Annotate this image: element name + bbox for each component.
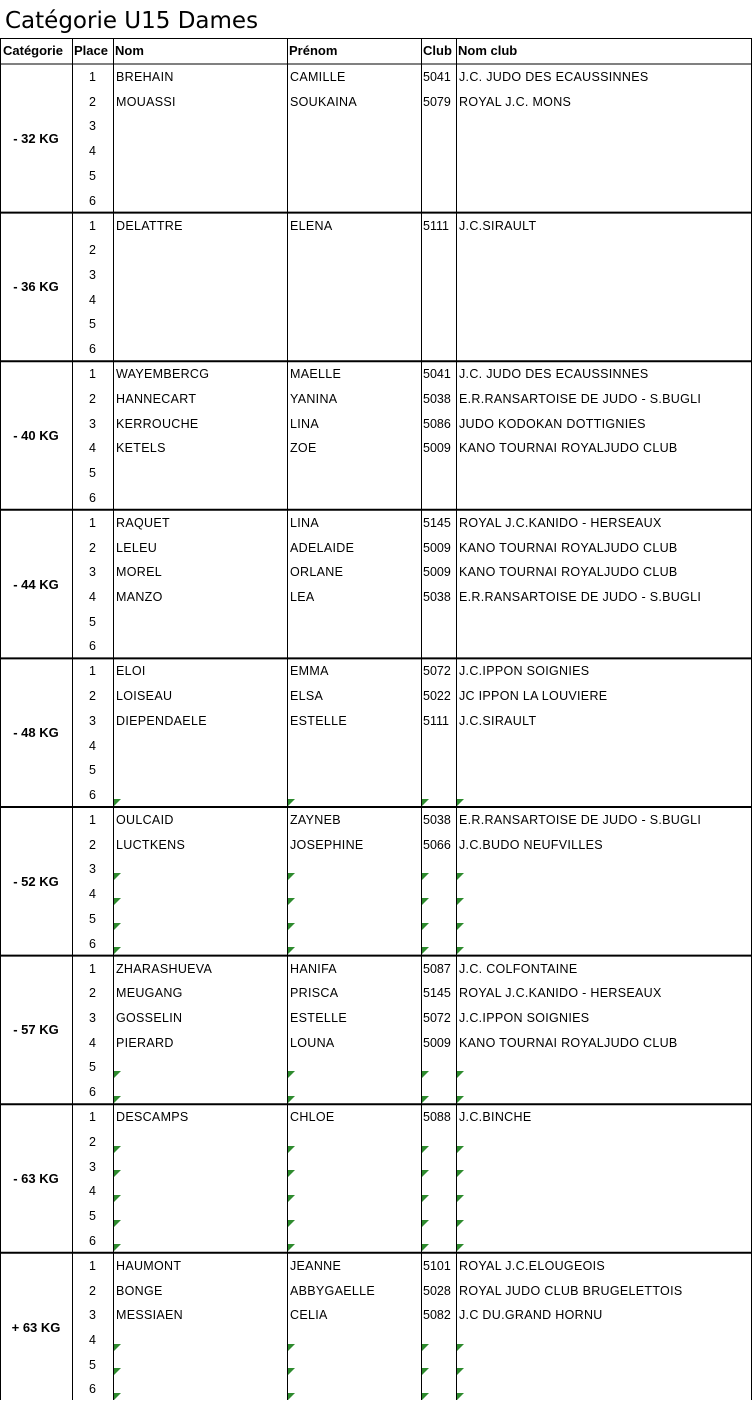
place-number: 1: [89, 813, 96, 827]
place-number: 5: [89, 317, 96, 332]
comment-marker-icon: [114, 1170, 121, 1177]
place-number: 1: [89, 515, 96, 530]
comment-marker-icon: [422, 1146, 429, 1153]
athlete-firstname: CELIA: [290, 1308, 328, 1323]
athlete-firstname: ZOE: [290, 441, 317, 456]
category-label: - 63 KG: [13, 1170, 59, 1186]
club-number: 5041: [423, 367, 451, 382]
athlete-surname: MEUGANG: [116, 986, 183, 1001]
comment-marker-icon: [288, 898, 295, 905]
place-number: 4: [89, 887, 96, 902]
comment-marker-icon: [114, 923, 121, 930]
club-name: ROYAL JUDO CLUB BRUGELETTOIS: [459, 1283, 683, 1298]
place-number: 1: [89, 961, 96, 976]
comment-marker-icon: [288, 947, 295, 954]
club-name: J.C.IPPON SOIGNIES: [459, 1011, 590, 1025]
athlete-surname: MOUASSI: [116, 94, 176, 109]
comment-marker-icon: [114, 1096, 121, 1103]
place-number: 3: [89, 119, 96, 134]
club-number: 5066: [423, 837, 451, 852]
comment-marker-icon: [422, 1220, 429, 1227]
header-nom: Nom: [115, 43, 144, 58]
category-label: - 44 KG: [13, 576, 59, 592]
place-number: 4: [89, 144, 96, 159]
place-number: 4: [89, 441, 96, 456]
place-number: 4: [89, 738, 96, 753]
comment-marker-icon: [288, 1146, 295, 1153]
club-number: 5009: [423, 441, 451, 456]
place-number: 6: [89, 936, 96, 951]
athlete-surname: MOREL: [116, 565, 162, 580]
comment-marker-icon: [288, 873, 295, 880]
header-categorie: Catégorie: [3, 43, 63, 58]
athlete-firstname: CAMILLE: [290, 70, 346, 84]
comment-marker-icon: [114, 1220, 121, 1227]
place-number: 1: [89, 367, 96, 382]
place-number: 4: [89, 1035, 96, 1050]
place-number: 5: [89, 1357, 96, 1372]
athlete-firstname: PRISCA: [290, 986, 339, 1001]
comment-marker-icon: [114, 1368, 121, 1375]
place-number: 2: [89, 243, 96, 258]
comment-marker-icon: [457, 1096, 464, 1103]
athlete-surname: LOISEAU: [116, 689, 173, 704]
athlete-surname: ELOI: [116, 664, 146, 679]
comment-marker-icon: [457, 1195, 464, 1202]
comment-marker-icon: [114, 898, 121, 905]
place-number: 2: [89, 837, 96, 852]
place-number: 6: [89, 639, 96, 654]
place-number: 2: [89, 94, 96, 109]
comment-marker-icon: [457, 1146, 464, 1153]
header-club: Club: [423, 43, 452, 58]
comment-marker-icon: [422, 947, 429, 954]
comment-marker-icon: [422, 1244, 429, 1251]
club-number: 5072: [423, 664, 451, 679]
comment-marker-icon: [422, 1170, 429, 1177]
athlete-surname: RAQUET: [116, 515, 170, 530]
club-number: 5038: [423, 391, 451, 406]
club-number: 5079: [423, 94, 451, 109]
comment-marker-icon: [457, 1393, 464, 1400]
place-number: 4: [89, 292, 96, 307]
comment-marker-icon: [288, 1195, 295, 1202]
club-number: 5041: [423, 70, 451, 84]
athlete-surname: BREHAIN: [116, 70, 174, 84]
athlete-firstname: JOSEPHINE: [290, 837, 364, 852]
category-label: - 52 KG: [13, 873, 59, 889]
club-name: J.C.SIRAULT: [459, 713, 537, 728]
place-number: 1: [89, 1110, 96, 1125]
athlete-firstname: ELENA: [290, 218, 333, 233]
comment-marker-icon: [422, 1096, 429, 1103]
club-number: 5022: [423, 689, 451, 704]
comment-marker-icon: [288, 1244, 295, 1251]
athlete-surname: MANZO: [116, 589, 163, 604]
place-number: 5: [89, 614, 96, 629]
comment-marker-icon: [114, 799, 121, 806]
comment-marker-icon: [288, 1393, 295, 1400]
place-number: 2: [89, 1283, 96, 1298]
place-number: 5: [89, 1060, 96, 1075]
club-name: E.R.RANSARTOISE DE JUDO - S.BUGLI: [459, 813, 702, 827]
place-number: 5: [89, 1209, 96, 1223]
comment-marker-icon: [114, 1344, 121, 1351]
club-number: 5009: [423, 565, 451, 580]
comment-marker-icon: [457, 1220, 464, 1227]
club-number: 5087: [423, 961, 451, 976]
place-number: 2: [89, 689, 96, 704]
place-number: 5: [89, 466, 96, 480]
club-name: ROYAL J.C. MONS: [459, 94, 572, 109]
place-number: 6: [89, 787, 96, 802]
category-label: - 40 KG: [13, 427, 59, 443]
comment-marker-icon: [422, 1195, 429, 1202]
comment-marker-icon: [457, 898, 464, 905]
place-number: 6: [89, 1085, 96, 1100]
club-number: 5072: [423, 1011, 451, 1025]
place-number: 3: [89, 1159, 96, 1174]
club-number: 5086: [423, 416, 451, 431]
club-number: 5111: [423, 713, 449, 728]
club-number: 5009: [423, 1035, 451, 1050]
club-number: 5111: [423, 218, 449, 233]
place-number: 6: [89, 490, 96, 505]
athlete-firstname: LOUNA: [290, 1035, 335, 1050]
club-name: JC IPPON LA LOUVIERE: [459, 689, 608, 704]
club-name: J.C. JUDO DES ECAUSSINNES: [459, 367, 649, 382]
place-number: 3: [89, 416, 96, 431]
club-name: KANO TOURNAI ROYALJUDO CLUB: [459, 540, 678, 555]
comment-marker-icon: [114, 947, 121, 954]
category-label: - 36 KG: [13, 279, 59, 295]
athlete-surname: HAUMONT: [116, 1258, 182, 1273]
category-label: - 57 KG: [13, 1022, 59, 1038]
place-number: 4: [89, 1332, 96, 1347]
athlete-surname: DIEPENDAELE: [116, 713, 207, 728]
sheet-title: Catégorie U15 Dames: [5, 8, 259, 34]
athlete-firstname: ZAYNEB: [290, 813, 341, 827]
place-number: 2: [89, 540, 96, 555]
club-name: KANO TOURNAI ROYALJUDO CLUB: [459, 1035, 678, 1050]
athlete-surname: DELATTRE: [116, 218, 183, 233]
athlete-firstname: LEA: [290, 589, 315, 604]
comment-marker-icon: [422, 923, 429, 930]
place-number: 4: [89, 1184, 96, 1199]
comment-marker-icon: [422, 1368, 429, 1375]
club-name: KANO TOURNAI ROYALJUDO CLUB: [459, 441, 678, 456]
club-name: J.C. COLFONTAINE: [459, 961, 578, 976]
place-number: 3: [89, 268, 96, 282]
comment-marker-icon: [114, 873, 121, 880]
club-name: ROYAL J.C.KANIDO - HERSEAUX: [459, 515, 662, 530]
place-number: 1: [89, 664, 96, 679]
athlete-firstname: EMMA: [290, 664, 329, 679]
club-name: J.C. JUDO DES ECAUSSINNES: [459, 70, 649, 84]
club-number: 5038: [423, 589, 451, 604]
athlete-surname: DESCAMPS: [116, 1110, 189, 1125]
place-number: 5: [89, 168, 96, 183]
athlete-surname: OULCAID: [116, 813, 174, 827]
place-number: 1: [89, 218, 96, 233]
place-number: 3: [89, 1011, 96, 1025]
place-number: 4: [89, 589, 96, 604]
place-number: 1: [89, 70, 96, 84]
comment-marker-icon: [114, 1146, 121, 1153]
comment-marker-icon: [288, 1344, 295, 1351]
comment-marker-icon: [114, 1071, 121, 1078]
comment-marker-icon: [288, 1368, 295, 1375]
place-number: 6: [89, 1233, 96, 1248]
club-name: ROYAL J.C.KANIDO - HERSEAUX: [459, 986, 662, 1001]
athlete-firstname: JEANNE: [290, 1258, 342, 1273]
comment-marker-icon: [457, 1368, 464, 1375]
club-name: J.C.IPPON SOIGNIES: [459, 664, 590, 679]
club-number: 5088: [423, 1110, 451, 1125]
place-number: 6: [89, 1382, 96, 1397]
comment-marker-icon: [422, 1344, 429, 1351]
comment-marker-icon: [288, 1220, 295, 1227]
comment-marker-icon: [457, 799, 464, 806]
athlete-firstname: ESTELLE: [290, 1011, 347, 1025]
comment-marker-icon: [114, 1393, 121, 1400]
place-number: 3: [89, 1308, 96, 1323]
header-place: Place: [74, 43, 108, 58]
club-number: 5145: [423, 986, 451, 1001]
club-number: 5038: [423, 813, 451, 827]
comment-marker-icon: [288, 799, 295, 806]
header-prenom: Prénom: [289, 43, 338, 58]
club-number: 5082: [423, 1308, 451, 1323]
club-number: 5028: [423, 1283, 451, 1298]
category-label: - 48 KG: [13, 725, 59, 741]
place-number: 3: [89, 713, 96, 728]
athlete-firstname: ABBYGAELLE: [290, 1283, 375, 1298]
athlete-surname: WAYEMBERCG: [116, 367, 210, 382]
athlete-surname: KERROUCHE: [116, 416, 199, 431]
club-name: ROYAL J.C.ELOUGEOIS: [459, 1258, 606, 1273]
comment-marker-icon: [288, 923, 295, 930]
athlete-surname: PIERARD: [116, 1035, 174, 1050]
place-number: 3: [89, 862, 96, 877]
comment-marker-icon: [457, 1244, 464, 1251]
comment-marker-icon: [457, 1071, 464, 1078]
athlete-surname: LUCTKENS: [116, 837, 186, 852]
comment-marker-icon: [422, 1393, 429, 1400]
athlete-firstname: CHLOE: [290, 1110, 335, 1125]
athlete-surname: ZHARASHUEVA: [116, 961, 213, 976]
comment-marker-icon: [288, 1096, 295, 1103]
athlete-firstname: ADELAIDE: [290, 540, 355, 555]
comment-marker-icon: [114, 1244, 121, 1251]
club-number: 5101: [423, 1258, 451, 1273]
header-nom-club: Nom club: [458, 43, 518, 58]
club-name: J.C.SIRAULT: [459, 218, 537, 233]
comment-marker-icon: [457, 947, 464, 954]
club-number: 5009: [423, 540, 451, 555]
club-name: J.C.BINCHE: [459, 1110, 532, 1125]
place-number: 2: [89, 986, 96, 1001]
place-number: 2: [89, 1134, 96, 1149]
place-number: 5: [89, 763, 96, 778]
athlete-firstname: YANINA: [290, 391, 338, 406]
comment-marker-icon: [288, 1170, 295, 1177]
club-name: E.R.RANSARTOISE DE JUDO - S.BUGLI: [459, 391, 702, 406]
club-name: JUDO KODOKAN DOTTIGNIES: [459, 416, 646, 431]
athlete-surname: LELEU: [116, 540, 158, 555]
place-number: 3: [89, 565, 96, 580]
athlete-firstname: ESTELLE: [290, 713, 347, 728]
athlete-surname: BONGE: [116, 1283, 163, 1298]
comment-marker-icon: [422, 898, 429, 905]
athlete-surname: GOSSELIN: [116, 1011, 183, 1025]
place-number: 1: [89, 1258, 96, 1273]
comment-marker-icon: [457, 923, 464, 930]
athlete-surname: KETELS: [116, 441, 166, 456]
comment-marker-icon: [457, 873, 464, 880]
place-number: 6: [89, 193, 96, 208]
athlete-firstname: LINA: [290, 416, 319, 431]
athlete-firstname: SOUKAINA: [290, 94, 357, 109]
comment-marker-icon: [422, 799, 429, 806]
club-name: J.C.BUDO NEUFVILLES: [459, 837, 603, 852]
comment-marker-icon: [288, 1071, 295, 1078]
comment-marker-icon: [114, 1195, 121, 1202]
club-name: J.C DU.GRAND HORNU: [459, 1308, 603, 1323]
place-number: 5: [89, 911, 96, 926]
comment-marker-icon: [457, 1170, 464, 1177]
comment-marker-icon: [422, 873, 429, 880]
athlete-surname: MESSIAEN: [116, 1308, 183, 1323]
athlete-surname: HANNECART: [116, 391, 197, 406]
club-name: KANO TOURNAI ROYALJUDO CLUB: [459, 565, 678, 580]
athlete-firstname: ORLANE: [290, 565, 344, 580]
club-name: E.R.RANSARTOISE DE JUDO - S.BUGLI: [459, 589, 702, 604]
athlete-firstname: HANIFA: [290, 961, 337, 976]
place-number: 6: [89, 342, 96, 357]
athlete-firstname: ELSA: [290, 689, 324, 704]
comment-marker-icon: [457, 1344, 464, 1351]
category-label: + 63 KG: [11, 1319, 61, 1335]
athlete-firstname: LINA: [290, 515, 319, 530]
comment-marker-icon: [422, 1071, 429, 1078]
place-number: 2: [89, 391, 96, 406]
athlete-firstname: MAELLE: [290, 367, 342, 382]
club-number: 5145: [423, 515, 451, 530]
category-label: - 32 KG: [13, 130, 59, 146]
